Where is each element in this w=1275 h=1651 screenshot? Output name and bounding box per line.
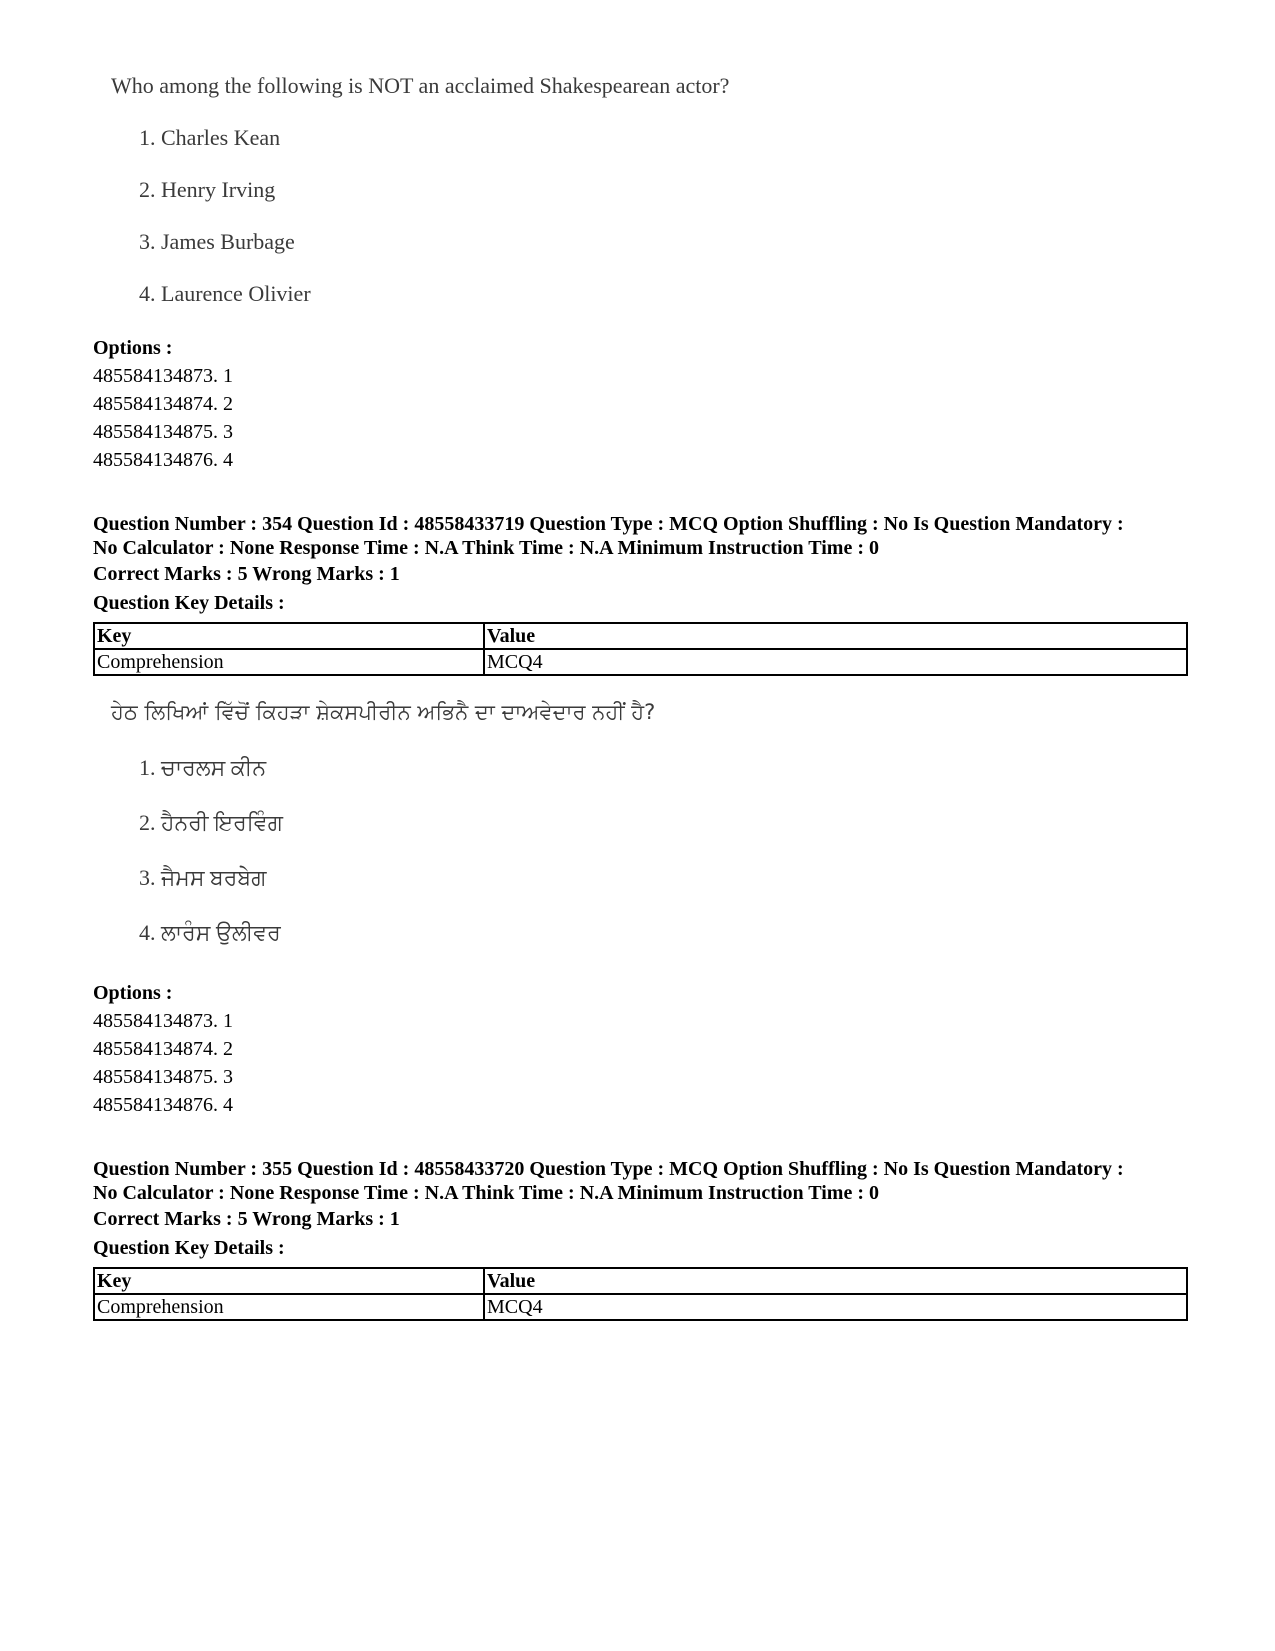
question-355-marks: Correct Marks : 5 Wrong Marks : 1 bbox=[93, 1208, 400, 1230]
option-row: 485584134873. 1 bbox=[93, 365, 233, 387]
choice-item: 4. ਲਾਰੰਸ ਉਲੀਵਰ bbox=[139, 920, 281, 945]
question-355-meta-line-2: No Calculator : None Response Time : N.A Think Time : N.A Minimum Instruction Time : 0 bbox=[93, 1182, 879, 1204]
question-354-meta-line-1: Question Number : 354 Question Id : 48558433719 Question Type : MCQ Option Shuffling : No Is Question Mandatory : bbox=[93, 513, 1124, 535]
option-row: 485584134875. 3 bbox=[93, 421, 233, 443]
option-row: 485584134876. 4 bbox=[93, 1094, 233, 1116]
choice-item: 3. ਜੈਮਸ ਬਰਬੇਗ bbox=[139, 865, 267, 890]
choice-item: 1. Charles Kean bbox=[139, 125, 281, 150]
choice-item: 1. ਚਾਰਲਸ ਕੀਨ bbox=[139, 755, 267, 780]
question-355-key-table bbox=[93, 1267, 1188, 1321]
table-cell-key: Comprehension bbox=[94, 649, 484, 675]
choice-item: 4. Laurence Olivier bbox=[139, 281, 311, 306]
table-header-value: Value bbox=[484, 623, 1187, 649]
option-row: 485584134876. 4 bbox=[93, 449, 233, 471]
question-353-text: Who among the following is NOT an acclaimed Shakespearean actor? bbox=[111, 73, 730, 98]
option-row: 485584134875. 3 bbox=[93, 1066, 233, 1088]
table-header-row bbox=[94, 623, 1187, 649]
table-header-value: Value bbox=[484, 1268, 1187, 1294]
table-cell-key: Comprehension bbox=[94, 1294, 484, 1320]
question-354-key-details-heading: Question Key Details : bbox=[93, 592, 285, 614]
question-355-meta-line-1: Question Number : 355 Question Id : 48558433720 Question Type : MCQ Option Shuffling : No Is Question Mandatory : bbox=[93, 1158, 1124, 1180]
options-heading: Options : bbox=[93, 982, 173, 1004]
table-header-key: Key bbox=[94, 1268, 484, 1294]
question-354-marks: Correct Marks : 5 Wrong Marks : 1 bbox=[93, 563, 400, 585]
table-header-row bbox=[94, 1268, 1187, 1294]
table-cell-value: MCQ4 bbox=[484, 649, 1187, 675]
question-355-key-details-heading: Question Key Details : bbox=[93, 1237, 285, 1259]
table-row bbox=[94, 1294, 1187, 1320]
table-row bbox=[94, 649, 1187, 675]
table-cell-value: MCQ4 bbox=[484, 1294, 1187, 1320]
table-header-key: Key bbox=[94, 623, 484, 649]
option-row: 485584134873. 1 bbox=[93, 1010, 233, 1032]
choice-item: 2. ਹੈਨਰੀ ਇਰਵਿੰਗ bbox=[139, 810, 283, 835]
option-row: 485584134874. 2 bbox=[93, 1038, 233, 1060]
choice-item: 3. James Burbage bbox=[139, 229, 295, 254]
option-row: 485584134874. 2 bbox=[93, 393, 233, 415]
question-354-meta-line-2: No Calculator : None Response Time : N.A Think Time : N.A Minimum Instruction Time : 0 bbox=[93, 537, 879, 559]
question-354-text: ਹੇਠ ਲਿਖਿਆਂ ਵਿੱਚੋਂ ਕਿਹੜਾ ਸ਼ੇਕਸਪੀਰੀਨ ਅਭਿਨੈ ਦਾ ਦਾਅਵੇਦਾਰ ਨਹੀਂ ਹੈ? bbox=[111, 700, 656, 724]
options-heading: Options : bbox=[93, 337, 173, 359]
choice-item: 2. Henry Irving bbox=[139, 177, 276, 202]
question-354-key-table bbox=[93, 622, 1188, 676]
